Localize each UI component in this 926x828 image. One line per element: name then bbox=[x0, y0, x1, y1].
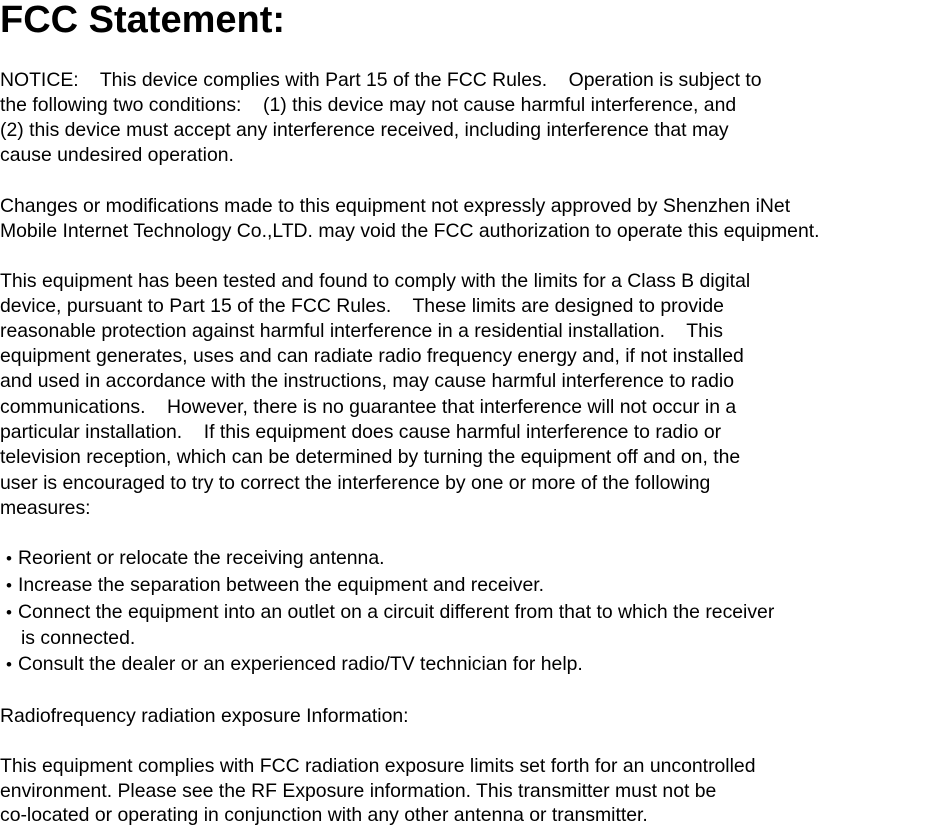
tested-line: user is encouraged to try to correct the interference by one or more of the following bbox=[0, 472, 711, 494]
rf-line: environment. Please see the RF Exposure information. This transmitter must not be bbox=[0, 780, 717, 802]
tested-line: device, pursuant to Part 15 of the FCC Rules. These limits are designed to provide bbox=[0, 295, 724, 317]
tested-line: This equipment has been tested and found to comply with the limits for a Class B digital bbox=[0, 270, 751, 292]
bullet-icon: • bbox=[6, 576, 12, 595]
list-item-text: Consult the dealer or an experienced radio/TV technician for help. bbox=[18, 653, 583, 675]
tested-line: television reception, which can be determined by turning the equipment off and on, the bbox=[0, 446, 741, 468]
changes-line: Changes or modifications made to this equipment not expressly approved by Shenzhen iNet bbox=[0, 195, 791, 217]
notice-line: NOTICE: This device complies with Part 15 of the FCC Rules. Operation is subject to bbox=[0, 69, 762, 91]
rf-line: co-located or operating in conjunction with any other antenna or transmitter. bbox=[0, 804, 648, 826]
list-item bbox=[0, 546, 385, 571]
notice-line: the following two conditions: (1) this device may not cause harmful interference, and bbox=[0, 94, 737, 116]
list-item bbox=[0, 600, 774, 625]
page-title: FCC Statement: bbox=[0, 0, 286, 41]
list-item-text: Connect the equipment into an outlet on a circuit different from that to which the receiver bbox=[18, 601, 775, 623]
tested-line: measures: bbox=[0, 497, 91, 519]
list-item-text: Reorient or relocate the receiving antenna. bbox=[18, 547, 385, 569]
list-item-text: Increase the separation between the equipment and receiver. bbox=[18, 574, 545, 596]
tested-line: particular installation. If this equipment does cause harmful interference to radio or bbox=[0, 421, 722, 443]
bullet-icon: • bbox=[6, 655, 12, 674]
changes-line: Mobile Internet Technology Co.,LTD. may void the FCC authorization to operate this equipment. bbox=[0, 220, 820, 242]
rf-line: This equipment complies with FCC radiation exposure limits set forth for an uncontrolled bbox=[0, 755, 756, 777]
bullet-icon: • bbox=[6, 549, 12, 568]
list-item bbox=[0, 573, 544, 598]
list-item-continuation: is connected. bbox=[21, 627, 136, 649]
notice-line: (2) this device must accept any interference received, including interference that may bbox=[0, 119, 729, 141]
list-item bbox=[0, 652, 583, 677]
tested-line: reasonable protection against harmful interference in a residential installation. This bbox=[0, 320, 723, 342]
tested-line: and used in accordance with the instructions, may cause harmful interference to radio bbox=[0, 370, 735, 392]
notice-line: cause undesired operation. bbox=[0, 144, 234, 166]
bullet-icon: • bbox=[6, 603, 12, 622]
tested-line: communications. However, there is no guarantee that interference will not occur in a bbox=[0, 396, 737, 418]
rf-heading: Radiofrequency radiation exposure Information: bbox=[0, 705, 409, 727]
tested-line: equipment generates, uses and can radiate radio frequency energy and, if not installed bbox=[0, 345, 744, 367]
